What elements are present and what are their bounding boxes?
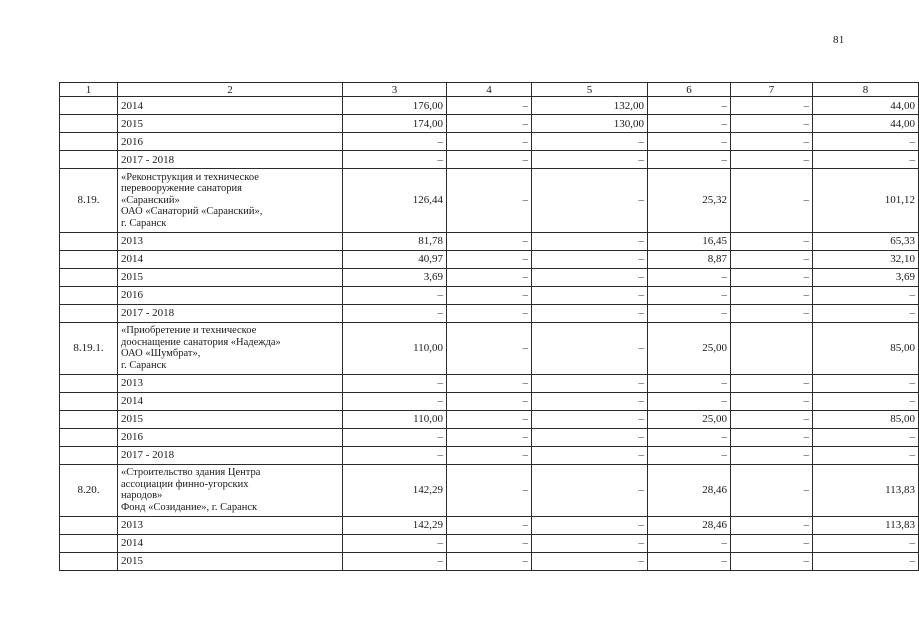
value-cell-c3: – bbox=[343, 304, 447, 322]
year-cell: 2014 bbox=[118, 534, 343, 552]
table-row-year bbox=[60, 304, 919, 322]
value-cell-c8: – bbox=[813, 552, 919, 570]
value-cell-c3: – bbox=[343, 534, 447, 552]
value-cell-c4: – bbox=[447, 232, 532, 250]
value-cell-c8: – bbox=[813, 151, 919, 169]
value-cell-c4: – bbox=[447, 410, 532, 428]
year-cell: 2013 bbox=[118, 516, 343, 534]
description-line: «Приобретение и техническое bbox=[121, 325, 257, 336]
value-cell-c7: – bbox=[731, 428, 813, 446]
item-code-cell bbox=[60, 392, 118, 410]
value-cell-c3: 40,97 bbox=[343, 250, 447, 268]
value-cell-c6: – bbox=[648, 534, 731, 552]
column-header: 8 bbox=[813, 83, 919, 97]
value-cell-c8: 113,83 bbox=[813, 464, 919, 516]
item-code-cell bbox=[60, 552, 118, 570]
value-cell-c4: – bbox=[447, 250, 532, 268]
value-cell-c3: – bbox=[343, 552, 447, 570]
year-cell: 2016 bbox=[118, 428, 343, 446]
year-cell: 2017 - 2018 bbox=[118, 151, 343, 169]
column-header: 1 bbox=[60, 83, 118, 97]
value-cell-c7: – bbox=[731, 304, 813, 322]
year-cell: 2015 bbox=[118, 268, 343, 286]
value-cell-c5: – bbox=[532, 516, 648, 534]
table-row-year bbox=[60, 428, 919, 446]
value-cell-c4: – bbox=[447, 268, 532, 286]
value-cell-c6: – bbox=[648, 446, 731, 464]
description-line: ОАО «Шумбрат», bbox=[121, 348, 201, 359]
value-cell-c8: 85,00 bbox=[813, 322, 919, 374]
value-cell-c5: – bbox=[532, 410, 648, 428]
column-header: 5 bbox=[532, 83, 648, 97]
value-cell-c7: – bbox=[731, 115, 813, 133]
item-code-cell bbox=[60, 410, 118, 428]
description-line: ОАО «Санаторий «Саранский», bbox=[121, 206, 263, 217]
value-cell-c7: – bbox=[731, 97, 813, 115]
value-cell-c8: 65,33 bbox=[813, 232, 919, 250]
item-code-cell bbox=[60, 133, 118, 151]
value-cell-c8: 44,00 bbox=[813, 115, 919, 133]
value-cell-c6: 28,46 bbox=[648, 464, 731, 516]
item-code-cell bbox=[60, 428, 118, 446]
value-cell-c5: – bbox=[532, 322, 648, 374]
table-row-year bbox=[60, 151, 919, 169]
value-cell-c7: – bbox=[731, 374, 813, 392]
value-cell-c8: 44,00 bbox=[813, 97, 919, 115]
value-cell-c6: – bbox=[648, 392, 731, 410]
value-cell-c5: 130,00 bbox=[532, 115, 648, 133]
value-cell-c6: 25,32 bbox=[648, 169, 731, 233]
value-cell-c4: – bbox=[447, 151, 532, 169]
value-cell-c6: – bbox=[648, 374, 731, 392]
value-cell-c5: – bbox=[532, 133, 648, 151]
value-cell-c5: – bbox=[532, 151, 648, 169]
value-cell-c6: – bbox=[648, 552, 731, 570]
value-cell-c8: – bbox=[813, 374, 919, 392]
item-code-cell bbox=[60, 97, 118, 115]
value-cell-c4: – bbox=[447, 392, 532, 410]
item-code-cell: 8.19.1. bbox=[60, 322, 118, 374]
value-cell-c3: – bbox=[343, 133, 447, 151]
item-description-cell bbox=[118, 322, 343, 374]
table-row-item bbox=[60, 169, 919, 233]
value-cell-c5: – bbox=[532, 232, 648, 250]
budget-table bbox=[59, 82, 919, 571]
table-row-year bbox=[60, 392, 919, 410]
table-row-year bbox=[60, 286, 919, 304]
value-cell-c5: – bbox=[532, 250, 648, 268]
description-line: г. Саранск bbox=[121, 217, 167, 229]
year-cell: 2017 - 2018 bbox=[118, 446, 343, 464]
year-cell: 2016 bbox=[118, 286, 343, 304]
value-cell-c8: 85,00 bbox=[813, 410, 919, 428]
value-cell-c6: 8,87 bbox=[648, 250, 731, 268]
value-cell-c7: – bbox=[731, 516, 813, 534]
year-cell: 2017 - 2018 bbox=[118, 304, 343, 322]
value-cell-c3: – bbox=[343, 392, 447, 410]
value-cell-c7: – bbox=[731, 133, 813, 151]
year-cell: 2013 bbox=[118, 232, 343, 250]
value-cell-c6: – bbox=[648, 428, 731, 446]
table-row-year bbox=[60, 115, 919, 133]
item-description-cell bbox=[118, 169, 343, 233]
value-cell-c6: 16,45 bbox=[648, 232, 731, 250]
value-cell-c6: – bbox=[648, 268, 731, 286]
value-cell-c8: 113,83 bbox=[813, 516, 919, 534]
value-cell-c7: – bbox=[731, 392, 813, 410]
column-header: 6 bbox=[648, 83, 731, 97]
value-cell-c3: 142,29 bbox=[343, 516, 447, 534]
year-cell: 2013 bbox=[118, 374, 343, 392]
value-cell-c4: – bbox=[447, 446, 532, 464]
value-cell-c7: – bbox=[731, 250, 813, 268]
table-header bbox=[60, 83, 919, 97]
value-cell-c8: – bbox=[813, 133, 919, 151]
description-line: дооснащение санатория «Надежда» bbox=[121, 336, 281, 348]
table-row-year bbox=[60, 534, 919, 552]
value-cell-c5: – bbox=[532, 428, 648, 446]
value-cell-c7: – bbox=[731, 552, 813, 570]
value-cell-c6: 25,00 bbox=[648, 322, 731, 374]
description-line: «Саранский» bbox=[121, 194, 180, 206]
item-code-cell bbox=[60, 286, 118, 304]
year-cell: 2014 bbox=[118, 97, 343, 115]
column-header: 2 bbox=[118, 83, 343, 97]
item-description-cell bbox=[118, 464, 343, 516]
value-cell-c4: – bbox=[447, 169, 532, 233]
value-cell-c3: 3,69 bbox=[343, 268, 447, 286]
item-code-cell: 8.20. bbox=[60, 464, 118, 516]
year-cell: 2015 bbox=[118, 410, 343, 428]
table-row-year bbox=[60, 232, 919, 250]
table-row-year bbox=[60, 133, 919, 151]
table-row-year bbox=[60, 446, 919, 464]
column-header: 7 bbox=[731, 83, 813, 97]
table-body bbox=[60, 97, 919, 571]
table-row-item bbox=[60, 464, 919, 516]
item-code-cell bbox=[60, 115, 118, 133]
value-cell-c8: – bbox=[813, 428, 919, 446]
value-cell-c8: – bbox=[813, 392, 919, 410]
value-cell-c3: – bbox=[343, 428, 447, 446]
value-cell-c5: – bbox=[532, 392, 648, 410]
value-cell-c4: – bbox=[447, 534, 532, 552]
value-cell-c3: 176,00 bbox=[343, 97, 447, 115]
description-line: «Реконструкция и техническое bbox=[121, 171, 259, 183]
item-code-cell bbox=[60, 268, 118, 286]
description-line: г. Саранск bbox=[121, 359, 167, 371]
value-cell-c8: 3,69 bbox=[813, 268, 919, 286]
item-code-cell bbox=[60, 151, 118, 169]
table-row-year bbox=[60, 410, 919, 428]
year-cell: 2016 bbox=[118, 133, 343, 151]
item-code-cell bbox=[60, 374, 118, 392]
value-cell-c5: – bbox=[532, 374, 648, 392]
description-line: народов» bbox=[121, 490, 163, 501]
column-header: 4 bbox=[447, 83, 532, 97]
value-cell-c5: – bbox=[532, 286, 648, 304]
value-cell-c8: – bbox=[813, 304, 919, 322]
value-cell-c6: 28,46 bbox=[648, 516, 731, 534]
value-cell-c8: 32,10 bbox=[813, 250, 919, 268]
description-line: Фонд «Созидание», г. Саранск bbox=[121, 501, 258, 513]
table-row-year bbox=[60, 250, 919, 268]
value-cell-c4: – bbox=[447, 464, 532, 516]
value-cell-c6: – bbox=[648, 115, 731, 133]
value-cell-c7: – bbox=[731, 464, 813, 516]
value-cell-c4: – bbox=[447, 304, 532, 322]
value-cell-c7: – bbox=[731, 286, 813, 304]
value-cell-c7 bbox=[731, 322, 813, 374]
value-cell-c5: – bbox=[532, 304, 648, 322]
value-cell-c4: – bbox=[447, 133, 532, 151]
value-cell-c3: – bbox=[343, 151, 447, 169]
item-code-cell bbox=[60, 534, 118, 552]
description-line: ассоциации финно-угорских bbox=[121, 478, 249, 490]
value-cell-c8: – bbox=[813, 286, 919, 304]
value-cell-c5: – bbox=[532, 169, 648, 233]
column-number-row bbox=[60, 83, 919, 97]
value-cell-c7: – bbox=[731, 151, 813, 169]
value-cell-c3: 110,00 bbox=[343, 410, 447, 428]
table-row-year bbox=[60, 374, 919, 392]
value-cell-c3: 110,00 bbox=[343, 322, 447, 374]
value-cell-c4: – bbox=[447, 322, 532, 374]
description-line: перевооружение санатория bbox=[121, 183, 242, 194]
value-cell-c3: – bbox=[343, 286, 447, 304]
value-cell-c6: – bbox=[648, 286, 731, 304]
value-cell-c6: – bbox=[648, 304, 731, 322]
value-cell-c5: – bbox=[532, 534, 648, 552]
year-cell: 2015 bbox=[118, 552, 343, 570]
table-row-year bbox=[60, 268, 919, 286]
value-cell-c8: – bbox=[813, 534, 919, 552]
value-cell-c4: – bbox=[447, 97, 532, 115]
value-cell-c3: 81,78 bbox=[343, 232, 447, 250]
item-code-cell bbox=[60, 516, 118, 534]
value-cell-c4: – bbox=[447, 115, 532, 133]
table-row-year bbox=[60, 97, 919, 115]
value-cell-c3: 126,44 bbox=[343, 169, 447, 233]
year-cell: 2014 bbox=[118, 250, 343, 268]
item-code-cell bbox=[60, 446, 118, 464]
value-cell-c4: – bbox=[447, 428, 532, 446]
table-row-item bbox=[60, 322, 919, 374]
year-cell: 2015 bbox=[118, 115, 343, 133]
value-cell-c3: – bbox=[343, 446, 447, 464]
value-cell-c7: – bbox=[731, 410, 813, 428]
table-row-year bbox=[60, 552, 919, 570]
value-cell-c7: – bbox=[731, 268, 813, 286]
page-number: 81 bbox=[833, 34, 845, 46]
item-code-cell bbox=[60, 250, 118, 268]
year-cell: 2014 bbox=[118, 392, 343, 410]
value-cell-c4: – bbox=[447, 286, 532, 304]
value-cell-c7: – bbox=[731, 446, 813, 464]
value-cell-c6: 25,00 bbox=[648, 410, 731, 428]
table-row-year bbox=[60, 516, 919, 534]
value-cell-c7: – bbox=[731, 534, 813, 552]
value-cell-c7: – bbox=[731, 169, 813, 233]
value-cell-c6: – bbox=[648, 133, 731, 151]
value-cell-c4: – bbox=[447, 552, 532, 570]
value-cell-c5: 132,00 bbox=[532, 97, 648, 115]
value-cell-c5: – bbox=[532, 446, 648, 464]
value-cell-c8: 101,12 bbox=[813, 169, 919, 233]
value-cell-c4: – bbox=[447, 374, 532, 392]
description-line: «Строительство здания Центра bbox=[121, 467, 261, 478]
value-cell-c5: – bbox=[532, 552, 648, 570]
value-cell-c5: – bbox=[532, 464, 648, 516]
value-cell-c4: – bbox=[447, 516, 532, 534]
item-code-cell bbox=[60, 304, 118, 322]
item-code-cell bbox=[60, 232, 118, 250]
column-header: 3 bbox=[343, 83, 447, 97]
value-cell-c6: – bbox=[648, 151, 731, 169]
value-cell-c6: – bbox=[648, 97, 731, 115]
value-cell-c3: 174,00 bbox=[343, 115, 447, 133]
value-cell-c7: – bbox=[731, 232, 813, 250]
value-cell-c3: 142,29 bbox=[343, 464, 447, 516]
value-cell-c3: – bbox=[343, 374, 447, 392]
value-cell-c8: – bbox=[813, 446, 919, 464]
item-code-cell: 8.19. bbox=[60, 169, 118, 233]
value-cell-c5: – bbox=[532, 268, 648, 286]
